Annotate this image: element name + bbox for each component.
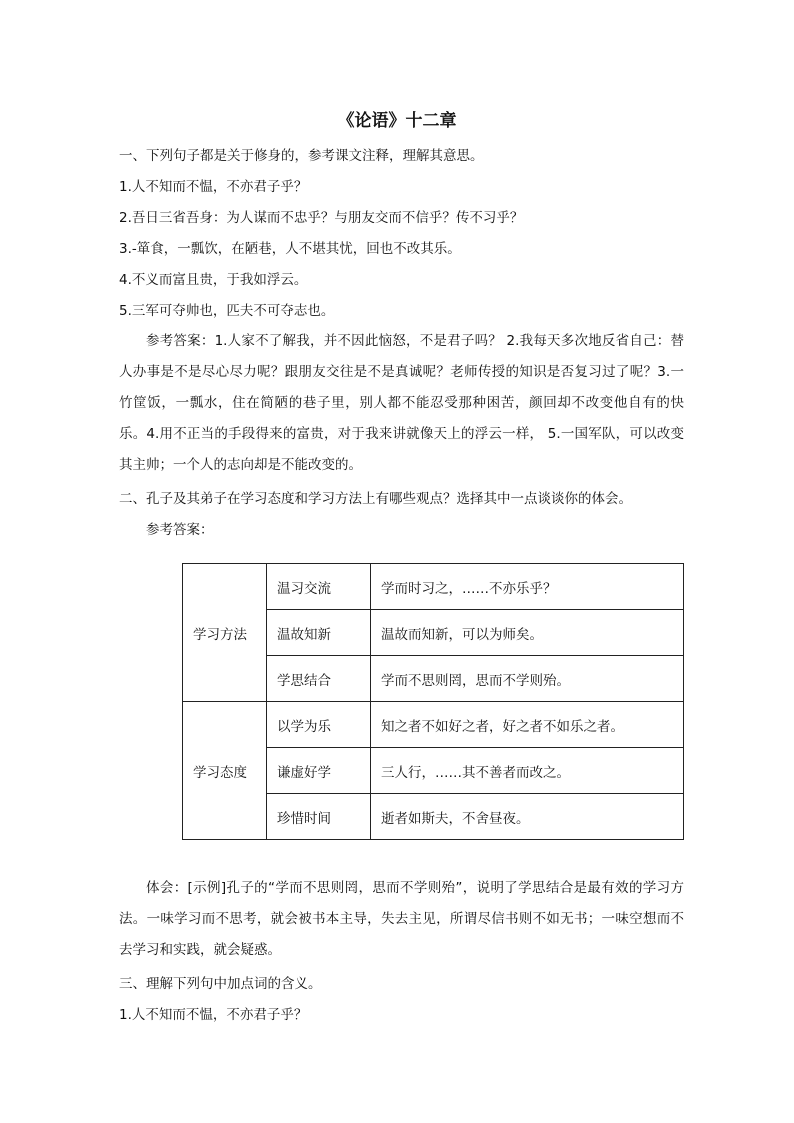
table-topic-cell: 温习交流	[267, 564, 371, 610]
table-quote-cell: 学而时习之，……不亦乐乎？	[371, 564, 684, 610]
section2-heading: 二、孔子及其弟子在学习态度和学习方法上有哪些观点？选择其中一点谈谈你的体会。	[119, 491, 632, 507]
table-category-cell: 学习方法	[183, 564, 267, 702]
section1-item-3: 3.-箪食，一瓢饮，在陋巷，人不堪其忧，回也不改其乐。	[119, 241, 461, 257]
section1-heading: 一、下列句子都是关于修身的，参考课文注释，理解其意思。	[119, 148, 484, 164]
section1-answer: 参考答案：1.人家不了解我，并不因此恼怒，不是君子吗？ 2.我每天多次地反省自己：替人办事是不是尽心尽力呢？跟朋友交往是不是真诚呢？老师传授的知识是否复习过了呢？3.一竹筐饭，一瓢水，住在简陋的巷子里，别人都不能忍受那种困苦，颜回却不改变他自有的快乐。4.用不正当的手段得来的富贵，对于我来讲就像天上的浮云一样， 5.一国军队，可以改变其主帅；一个人的志向却是不能改变的。	[119, 333, 684, 473]
table-category-cell: 学习态度	[183, 702, 267, 840]
table-topic-cell: 谦虚好学	[267, 748, 371, 794]
table-quote-cell: 学而不思则罔，思而不学则殆。	[371, 656, 684, 702]
section1-item-1: 1.人不知而不愠，不亦君子乎？	[119, 179, 308, 195]
table-quote-cell: 三人行，……其不善者而改之。	[371, 748, 684, 794]
page-title: 《论语》十二章	[337, 111, 457, 131]
table-row	[183, 702, 684, 748]
table-topic-cell: 珍惜时间	[267, 794, 371, 840]
learning-views-table	[182, 563, 684, 840]
section2-reflection: 体会：[示例]孔子的“学而不思则罔，思而不学则殆”，说明了学思结合是最有效的学习方法。一味学习而不思考，就会被书本主导，失去主见，所谓尽信书则不如无书；一味空想而不去学习和实践，就会疑惑。	[119, 880, 684, 958]
section1-item-4: 4.不义而富且贵，于我如浮云。	[119, 272, 308, 288]
table-quote-cell: 逝者如斯夫，不舍昼夜。	[371, 794, 684, 840]
table-topic-cell: 学思结合	[267, 656, 371, 702]
table-quote-cell: 温故而知新，可以为师矣。	[371, 610, 684, 656]
table-row	[183, 564, 684, 610]
section2-answer-label: 参考答案：	[146, 522, 214, 538]
section3-heading: 三、理解下列句中加点词的含义。	[119, 976, 322, 992]
table-quote-cell: 知之者不如好之者，好之者不如乐之者。	[371, 702, 684, 748]
table-topic-cell: 温故知新	[267, 610, 371, 656]
section1-item-2: 2.吾日三省吾身：为人谋而不忠乎？与朋友交而不信乎？传不习乎？	[119, 210, 524, 226]
table-topic-cell: 以学为乐	[267, 702, 371, 748]
section1-item-5: 5.三军可夺帅也，匹夫不可夺志也。	[119, 303, 335, 319]
section3-item-1: 1.人不知而不愠，不亦君子乎？	[119, 1007, 308, 1023]
